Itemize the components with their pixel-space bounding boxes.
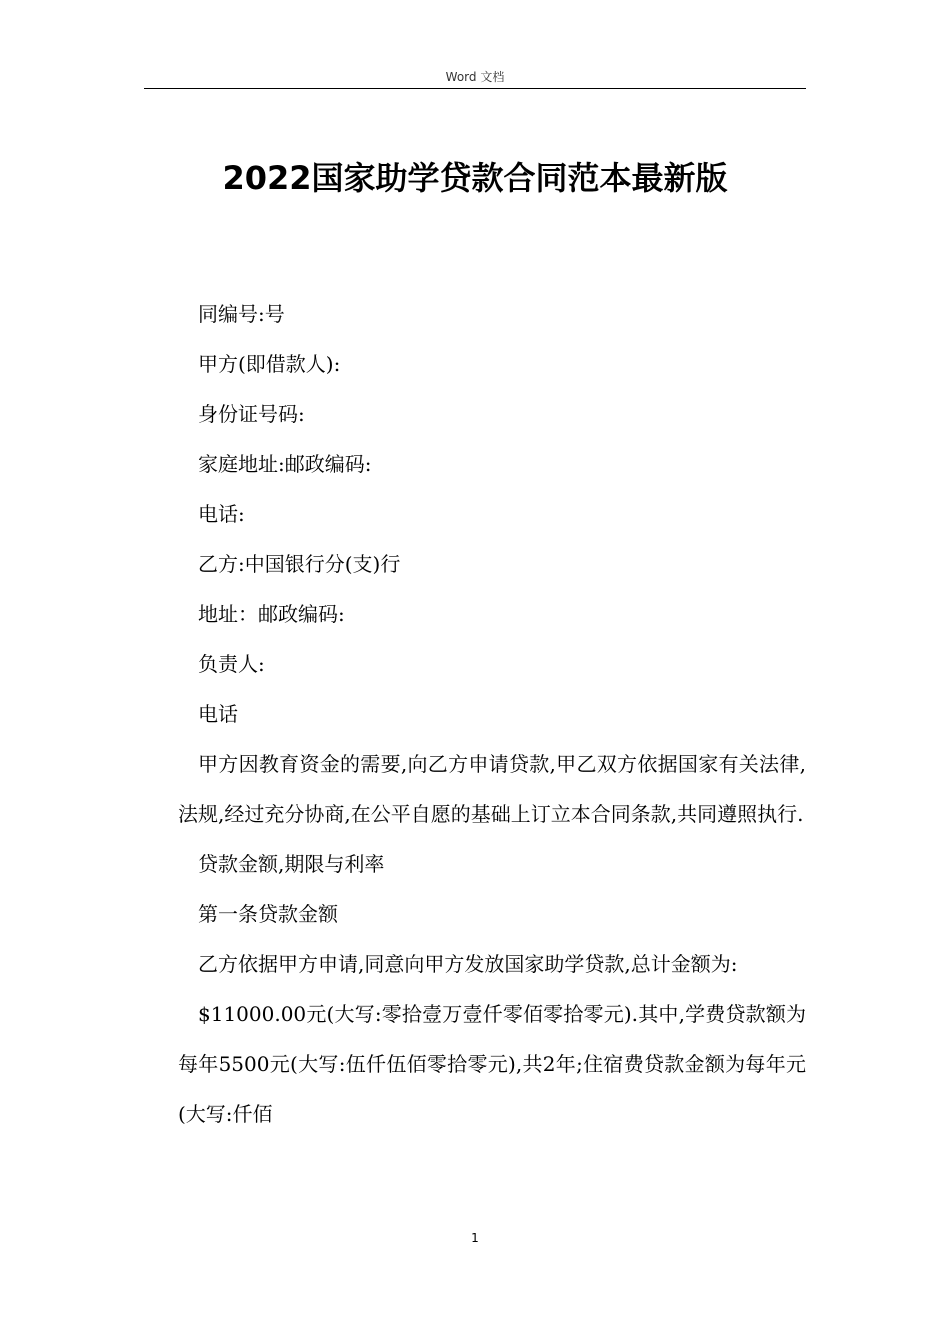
paragraph-contract-number: 同编号:号 bbox=[198, 302, 285, 326]
header-divider bbox=[144, 88, 806, 89]
paragraph-preamble: 甲方因教育资金的需要,向乙方申请贷款,甲乙双方依据国家有关法律,法规,经过充分协商,在公平自愿的基础上订立本合同条款,共同遵照执行. bbox=[178, 752, 806, 826]
document-body bbox=[178, 289, 806, 1139]
paragraph-phone-a: 电话: bbox=[198, 502, 245, 526]
paragraph-party-b: 乙方:中国银行分(支)行 bbox=[198, 552, 401, 576]
paragraph-person-in-charge: 负责人: bbox=[198, 652, 265, 676]
page-number: 1 bbox=[471, 1231, 479, 1245]
paragraph-home-address: 家庭地址:邮政编码: bbox=[198, 452, 372, 476]
paragraph-loan-amount: $11000.00元(大写:零拾壹万壹仟零佰零拾零元).其中,学费贷款额为每年5500元(大写:伍仟伍佰零拾零元),共2年;住宿费贷款金额为每年元(大写:仟佰 bbox=[178, 1002, 806, 1126]
paragraph-phone-b: 电话 bbox=[198, 702, 238, 726]
page-header-label: Word 文档 bbox=[445, 70, 505, 84]
paragraph-loan-grant: 乙方依据甲方申请,同意向甲方发放国家助学贷款,总计金额为: bbox=[198, 952, 738, 976]
paragraph-party-a: 甲方(即借款人): bbox=[198, 352, 341, 376]
paragraph-address-b: 地址：邮政编码: bbox=[198, 602, 345, 626]
paragraph-id-number: 身份证号码: bbox=[198, 402, 305, 426]
document-title: 2022国家助学贷款合同范本最新版 bbox=[222, 159, 728, 197]
paragraph-article-one: 第一条贷款金额 bbox=[198, 902, 338, 926]
paragraph-section-heading: 贷款金额,期限与利率 bbox=[198, 852, 385, 876]
